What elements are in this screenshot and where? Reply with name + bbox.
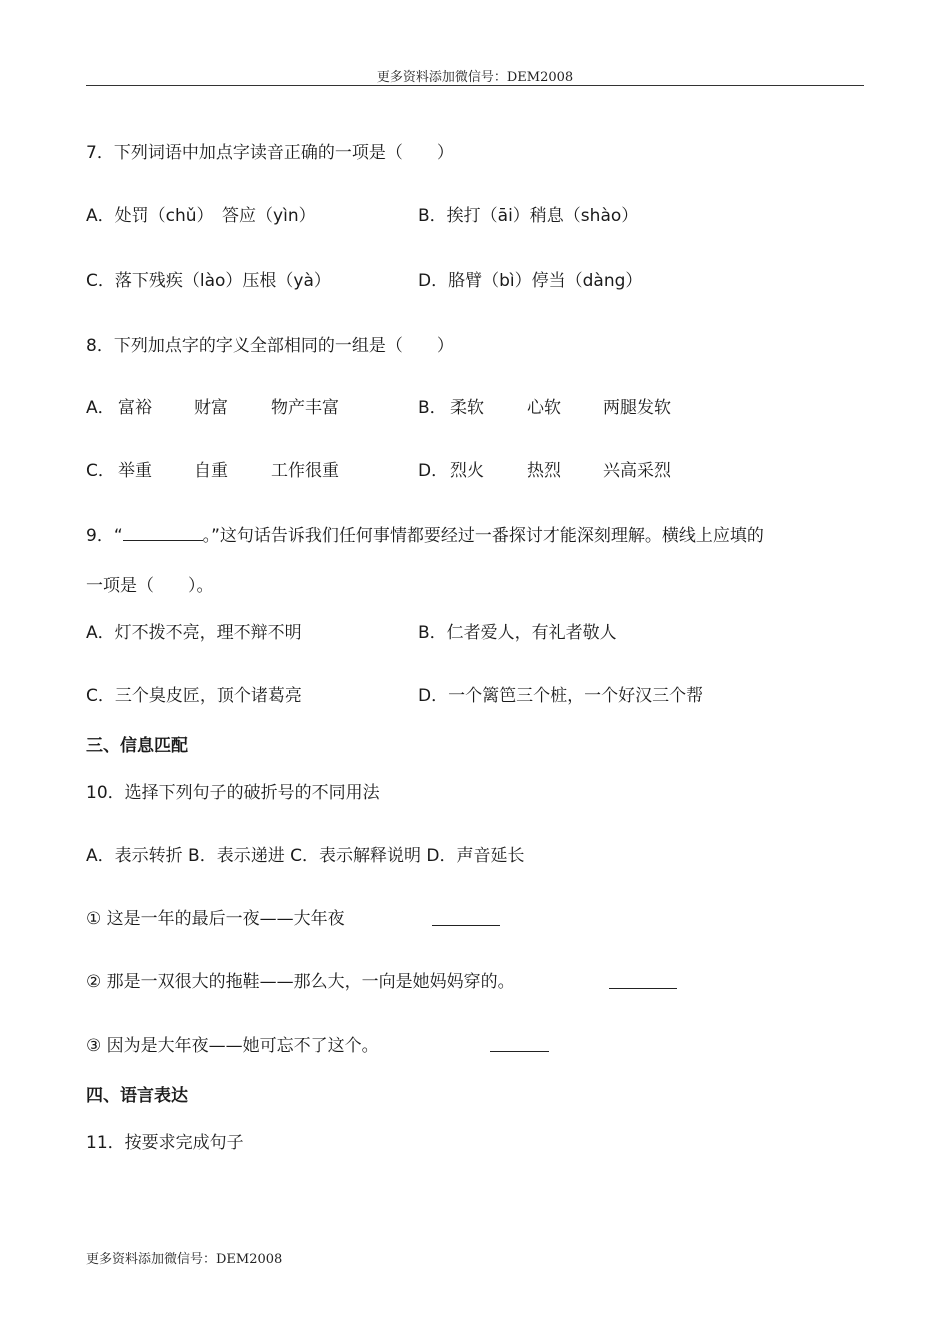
q8-d-word-1: 烈火 (450, 461, 484, 481)
option-letter: C． (86, 461, 115, 481)
q8-c-word-3: 工作很重 (271, 461, 339, 481)
option-text: 胳臂（bì）停当（dàng） (448, 271, 643, 291)
option-letter: C． (86, 271, 115, 291)
option-letter: B． (418, 623, 447, 643)
q7-option-d (418, 266, 642, 291)
q7-option-b (418, 201, 638, 226)
q8-d-word-3: 兴高采烈 (603, 461, 671, 481)
option-letter: D． (418, 686, 449, 706)
option-letter: A． (86, 398, 115, 418)
q7-option-a (86, 201, 316, 226)
question-9-stem-line2: 一项是（ ）。 (86, 576, 214, 596)
q8-b-word-1: 柔软 (450, 398, 484, 418)
option-letter: C． (86, 686, 115, 706)
q8-b-word-2: 心软 (527, 398, 561, 418)
option-text: 落下残疾（lào）压根（yà） (114, 271, 331, 291)
option-letter: D． (418, 271, 449, 291)
question-8-stem: 8．下列加点字的字义全部相同的一组是（ ） (86, 336, 454, 356)
q8-option-b (418, 393, 447, 418)
q10-item-3: ③ 因为是大年夜——她可忘不了这个。 (86, 1036, 379, 1056)
q8-a-word-1: 富裕 (118, 398, 152, 418)
option-text: 一个篱笆三个桩，一个好汉三个帮 (448, 686, 704, 706)
option-text: 仁者爱人，有礼者敬人 (446, 623, 617, 643)
option-text: 处罚（chǔ） 答应（yìn） (114, 206, 316, 226)
q8-a-word-2: 财富 (194, 398, 228, 418)
q10-item-1-answer-blank[interactable] (432, 925, 500, 926)
question-10-stem: 10．选择下列句子的破折号的不同用法 (86, 783, 380, 803)
question-7-stem: 7．下列词语中加点字读音正确的一项是（ ） (86, 143, 454, 163)
q9-option-b (418, 618, 617, 643)
q8-b-word-3: 两腿发软 (603, 398, 671, 418)
q8-option-c (86, 456, 115, 481)
q8-a-word-3: 物产丰富 (271, 398, 339, 418)
option-letter: D． (418, 461, 449, 481)
q10-item-3-answer-blank[interactable] (490, 1051, 549, 1052)
q7-option-c (86, 266, 331, 291)
option-letter: A． (86, 623, 115, 643)
question-11-stem: 11．按要求完成句子 (86, 1133, 244, 1153)
q10-item-2: ② 那是一双很大的拖鞋——那么大，一向是她妈妈穿的。 (86, 972, 515, 992)
option-text: 挨打（āi）稍息（shào） (446, 206, 639, 226)
question-9-stem (86, 521, 764, 546)
q9-stem-prefix: 9．“ (86, 526, 123, 546)
q9-fill-blank (123, 526, 203, 541)
option-letter: A． (86, 206, 115, 226)
q10-item-2-answer-blank[interactable] (609, 988, 677, 989)
q9-option-a (86, 618, 302, 643)
q8-c-word-2: 自重 (194, 461, 228, 481)
option-letter: B． (418, 398, 447, 418)
option-text: 三个臭皮匠，顶个诸葛亮 (114, 686, 302, 706)
header-divider (86, 85, 864, 86)
q10-choices: A．表示转折 B．表示递进 C．表示解释说明 D．声音延长 (86, 846, 525, 866)
q8-d-word-2: 热烈 (527, 461, 561, 481)
q9-option-d (418, 681, 703, 706)
option-letter: B． (418, 206, 447, 226)
q8-option-d (418, 456, 448, 481)
page-footer: 更多资料添加微信号：DEM2008 (86, 1252, 283, 1267)
q8-option-a (86, 393, 115, 418)
q9-option-c (86, 681, 302, 706)
section-4-heading: 四、语言表达 (86, 1086, 188, 1106)
q9-stem-suffix: 。”这句话告诉我们任何事情都要经过一番探讨才能深刻理解。横线上应填的 (202, 526, 764, 546)
q10-item-1: ① 这是一年的最后一夜——大年夜 (86, 909, 345, 929)
section-3-heading: 三、信息匹配 (86, 736, 188, 756)
page-header: 更多资料添加微信号：DEM2008 (376, 70, 574, 85)
q8-c-word-1: 举重 (118, 461, 152, 481)
option-text: 灯不拨不亮，理不辩不明 (114, 623, 302, 643)
